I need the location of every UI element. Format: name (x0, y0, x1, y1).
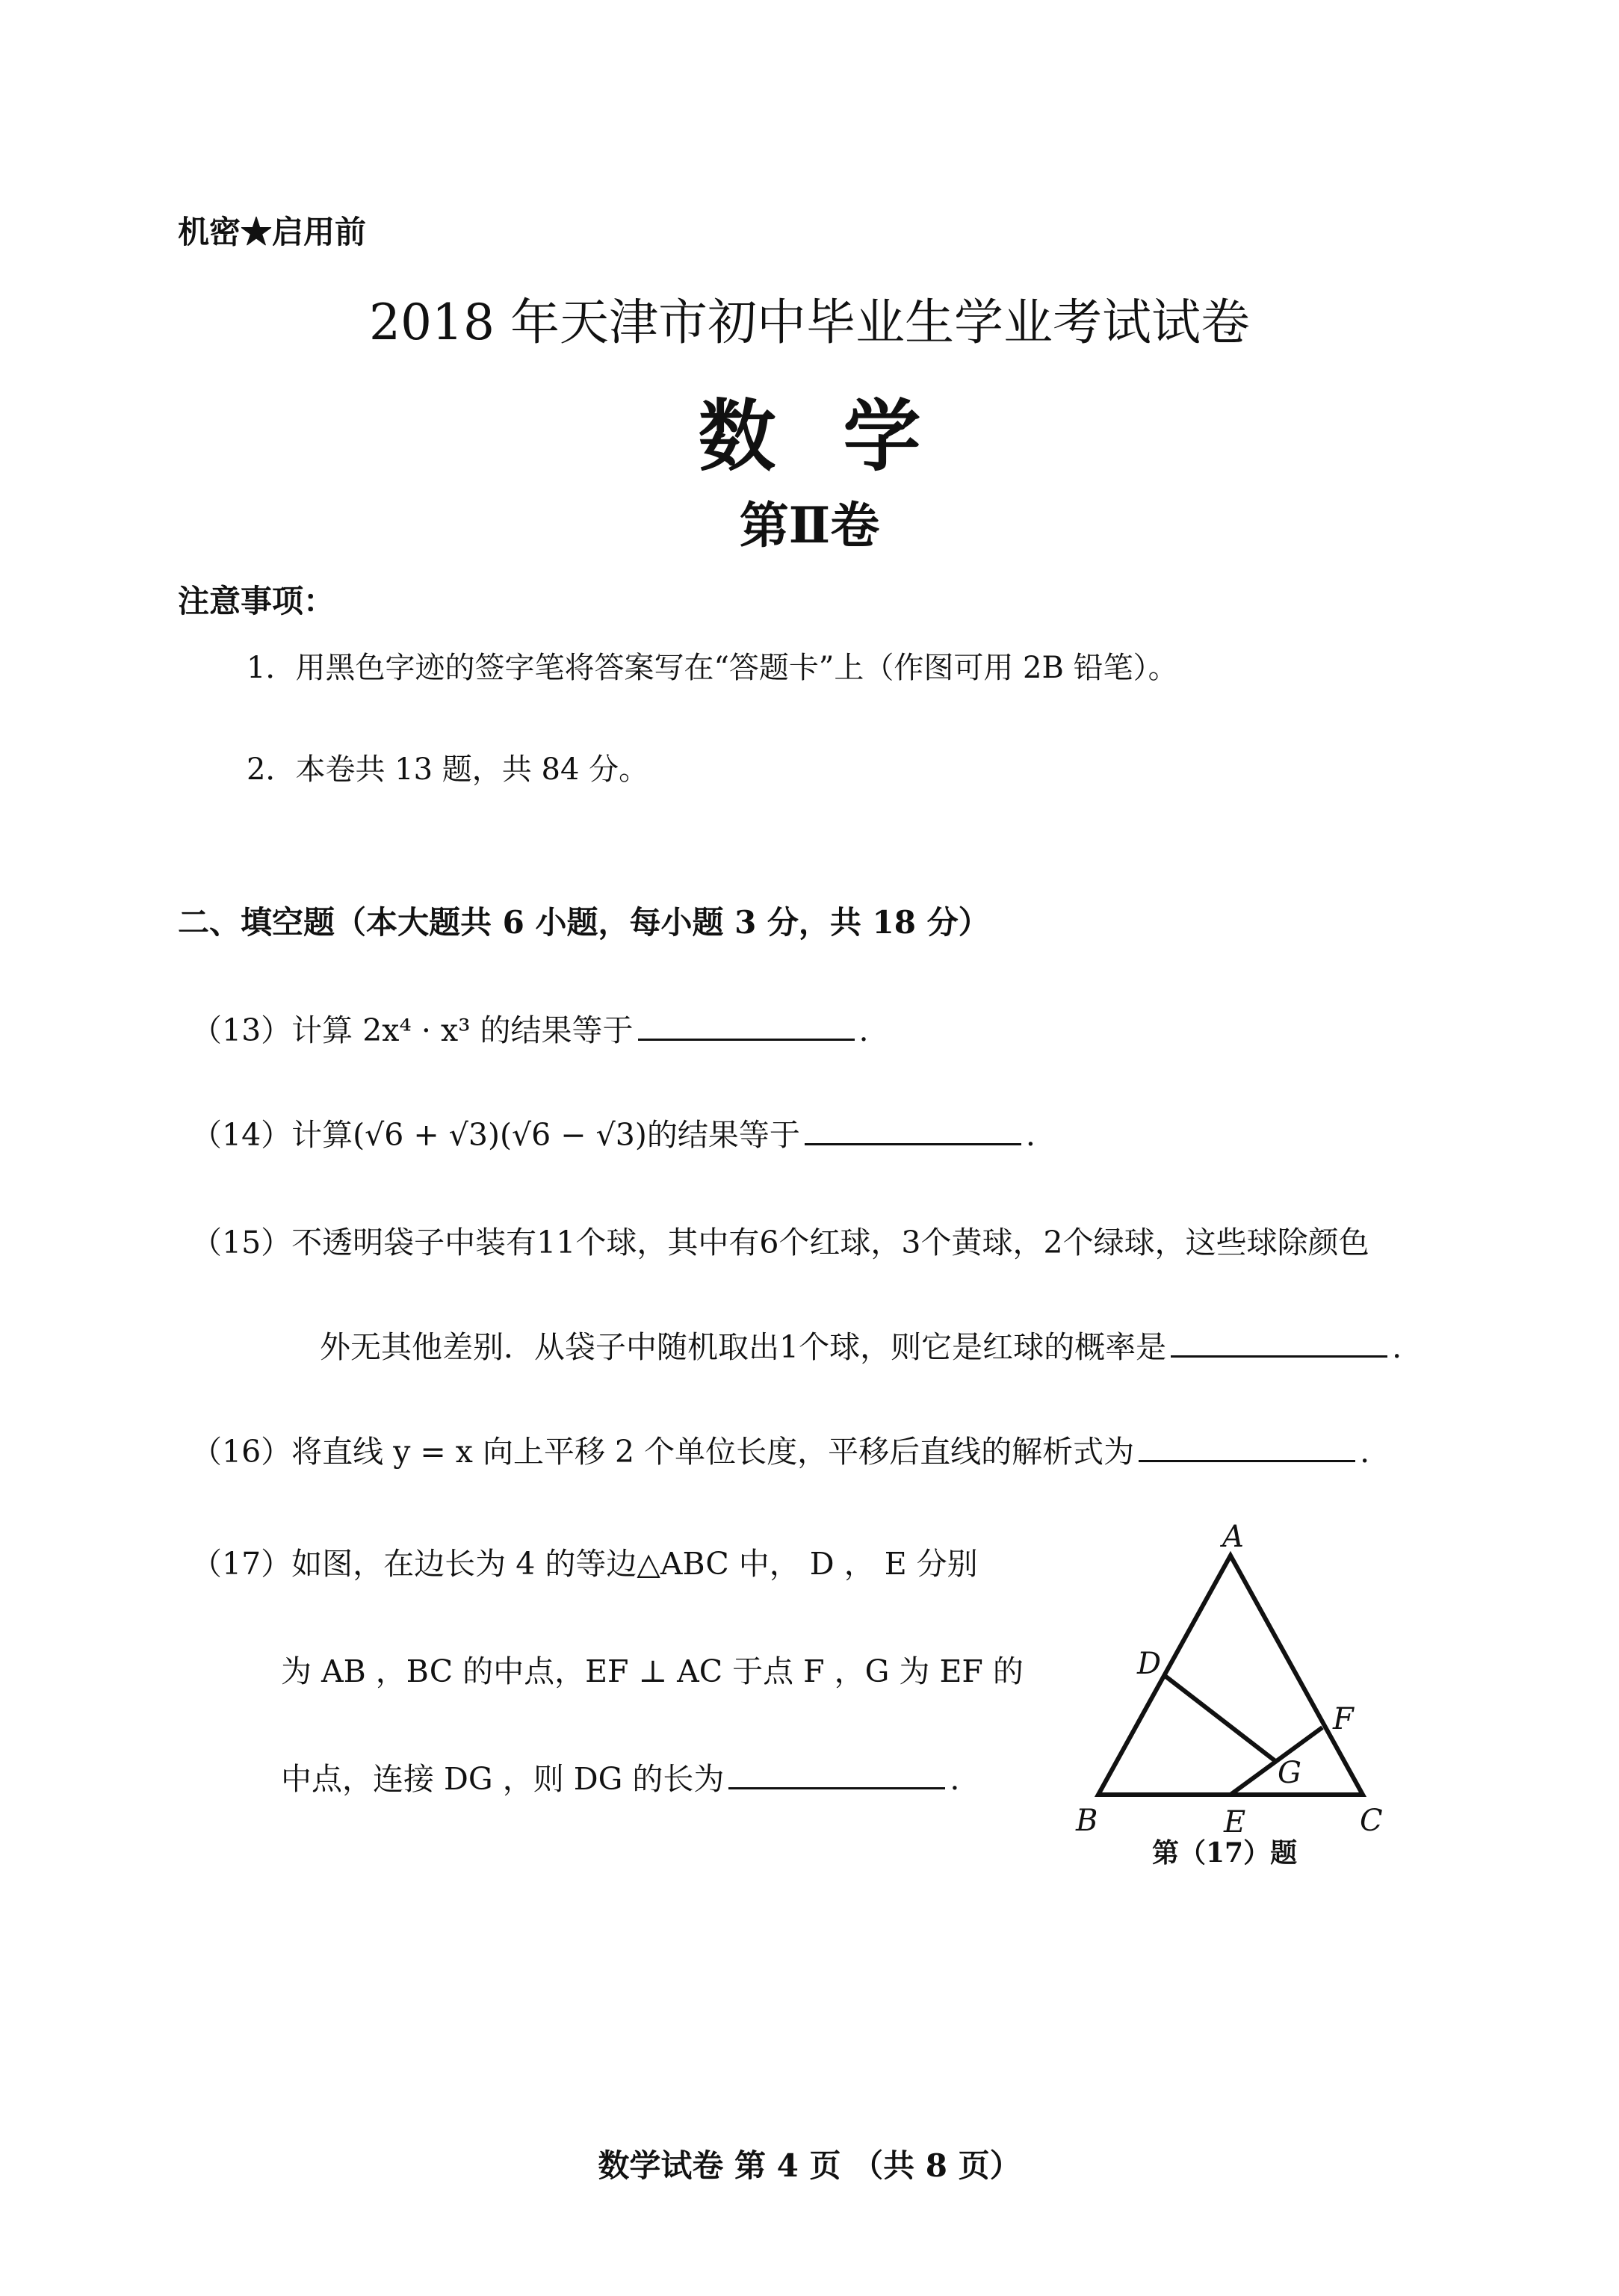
notice-item-2: 2．本卷共 13 题，共 84 分。 (247, 752, 649, 787)
question-15-line-1 (191, 1218, 1369, 1262)
label-d: D (1137, 1647, 1162, 1681)
question-text: 如图，在边长为 4 的等边△ABC 中， D ， E 分别 (291, 1546, 978, 1582)
question-text: 将直线 y = x 向上平移 2 个单位长度，平移后直线的解析式为 (291, 1434, 1135, 1470)
question-number: （17） (191, 1546, 292, 1582)
question-17-line-1 (191, 1539, 978, 1583)
confidential-label: 机密★启用前 (178, 214, 367, 250)
answer-blank[interactable] (1139, 1430, 1355, 1462)
question-end: . (1360, 1434, 1370, 1470)
question-end: . (1025, 1117, 1036, 1153)
label-g: G (1278, 1756, 1301, 1790)
label-e: E (1224, 1805, 1246, 1838)
triangle-figure (1053, 1524, 1397, 1838)
question-end: . (950, 1761, 960, 1797)
question-text: 外无其他差别．从袋子中随机取出1个球，则它是红球的概率是 (320, 1329, 1167, 1365)
notice-heading: 注意事项： (178, 583, 335, 619)
question-text: 计算 2x⁴ · x³ 的结果等于 (291, 1012, 634, 1048)
question-end: . (858, 1012, 869, 1048)
question-end: . (1392, 1329, 1402, 1365)
question-number: （14） (191, 1117, 292, 1153)
exam-title: 2018 年天津市初中毕业生学业考试试卷 (369, 294, 1250, 351)
subject-title: 数学 (698, 390, 988, 482)
question-text: 计算(√6 + √3)(√6 − √3)的结果等于 (291, 1117, 800, 1153)
volume-title: 第Ⅱ卷 (739, 496, 880, 554)
question-text: 不透明袋子中装有11个球，其中有6个红球，3个黄球，2个绿球，这些球除颜色 (291, 1225, 1369, 1260)
question-text: 中点，连接 DG ，则 DG 的长为 (281, 1761, 725, 1797)
segment-dg (1164, 1675, 1275, 1761)
label-c: C (1360, 1804, 1383, 1838)
answer-blank[interactable] (638, 1009, 855, 1041)
question-text: 为 AB ，BC 的中点，EF ⊥ AC 于点 F ，G 为 EF 的 (281, 1653, 1024, 1689)
question-16 (191, 1427, 1369, 1471)
label-b: B (1076, 1804, 1098, 1838)
question-15-line-2 (320, 1322, 1402, 1367)
page-footer: 数学试卷 第 4 页 （共 8 页） (598, 2147, 1021, 2184)
answer-blank[interactable] (1171, 1325, 1387, 1358)
question-17-line-2 (281, 1647, 1024, 1691)
notice-item-1: 1．用黑色字迹的签字笔将答案写在“答题卡”上（作图可用 2B 铅笔）。 (247, 651, 1178, 685)
section-title: 二、填空题（本大题共 6 小题，每小题 3 分，共 18 分） (178, 904, 990, 941)
figure-caption: 第（17）题 (1152, 1837, 1298, 1869)
question-14 (191, 1110, 1036, 1154)
question-number: （16） (191, 1434, 292, 1470)
question-number: （15） (191, 1225, 292, 1260)
answer-blank[interactable] (805, 1113, 1021, 1145)
answer-blank[interactable] (728, 1757, 945, 1789)
question-number: （13） (191, 1012, 292, 1048)
label-f: F (1333, 1702, 1354, 1736)
label-a: A (1222, 1524, 1244, 1554)
question-17-line-3 (281, 1754, 959, 1798)
question-13 (191, 1006, 869, 1050)
